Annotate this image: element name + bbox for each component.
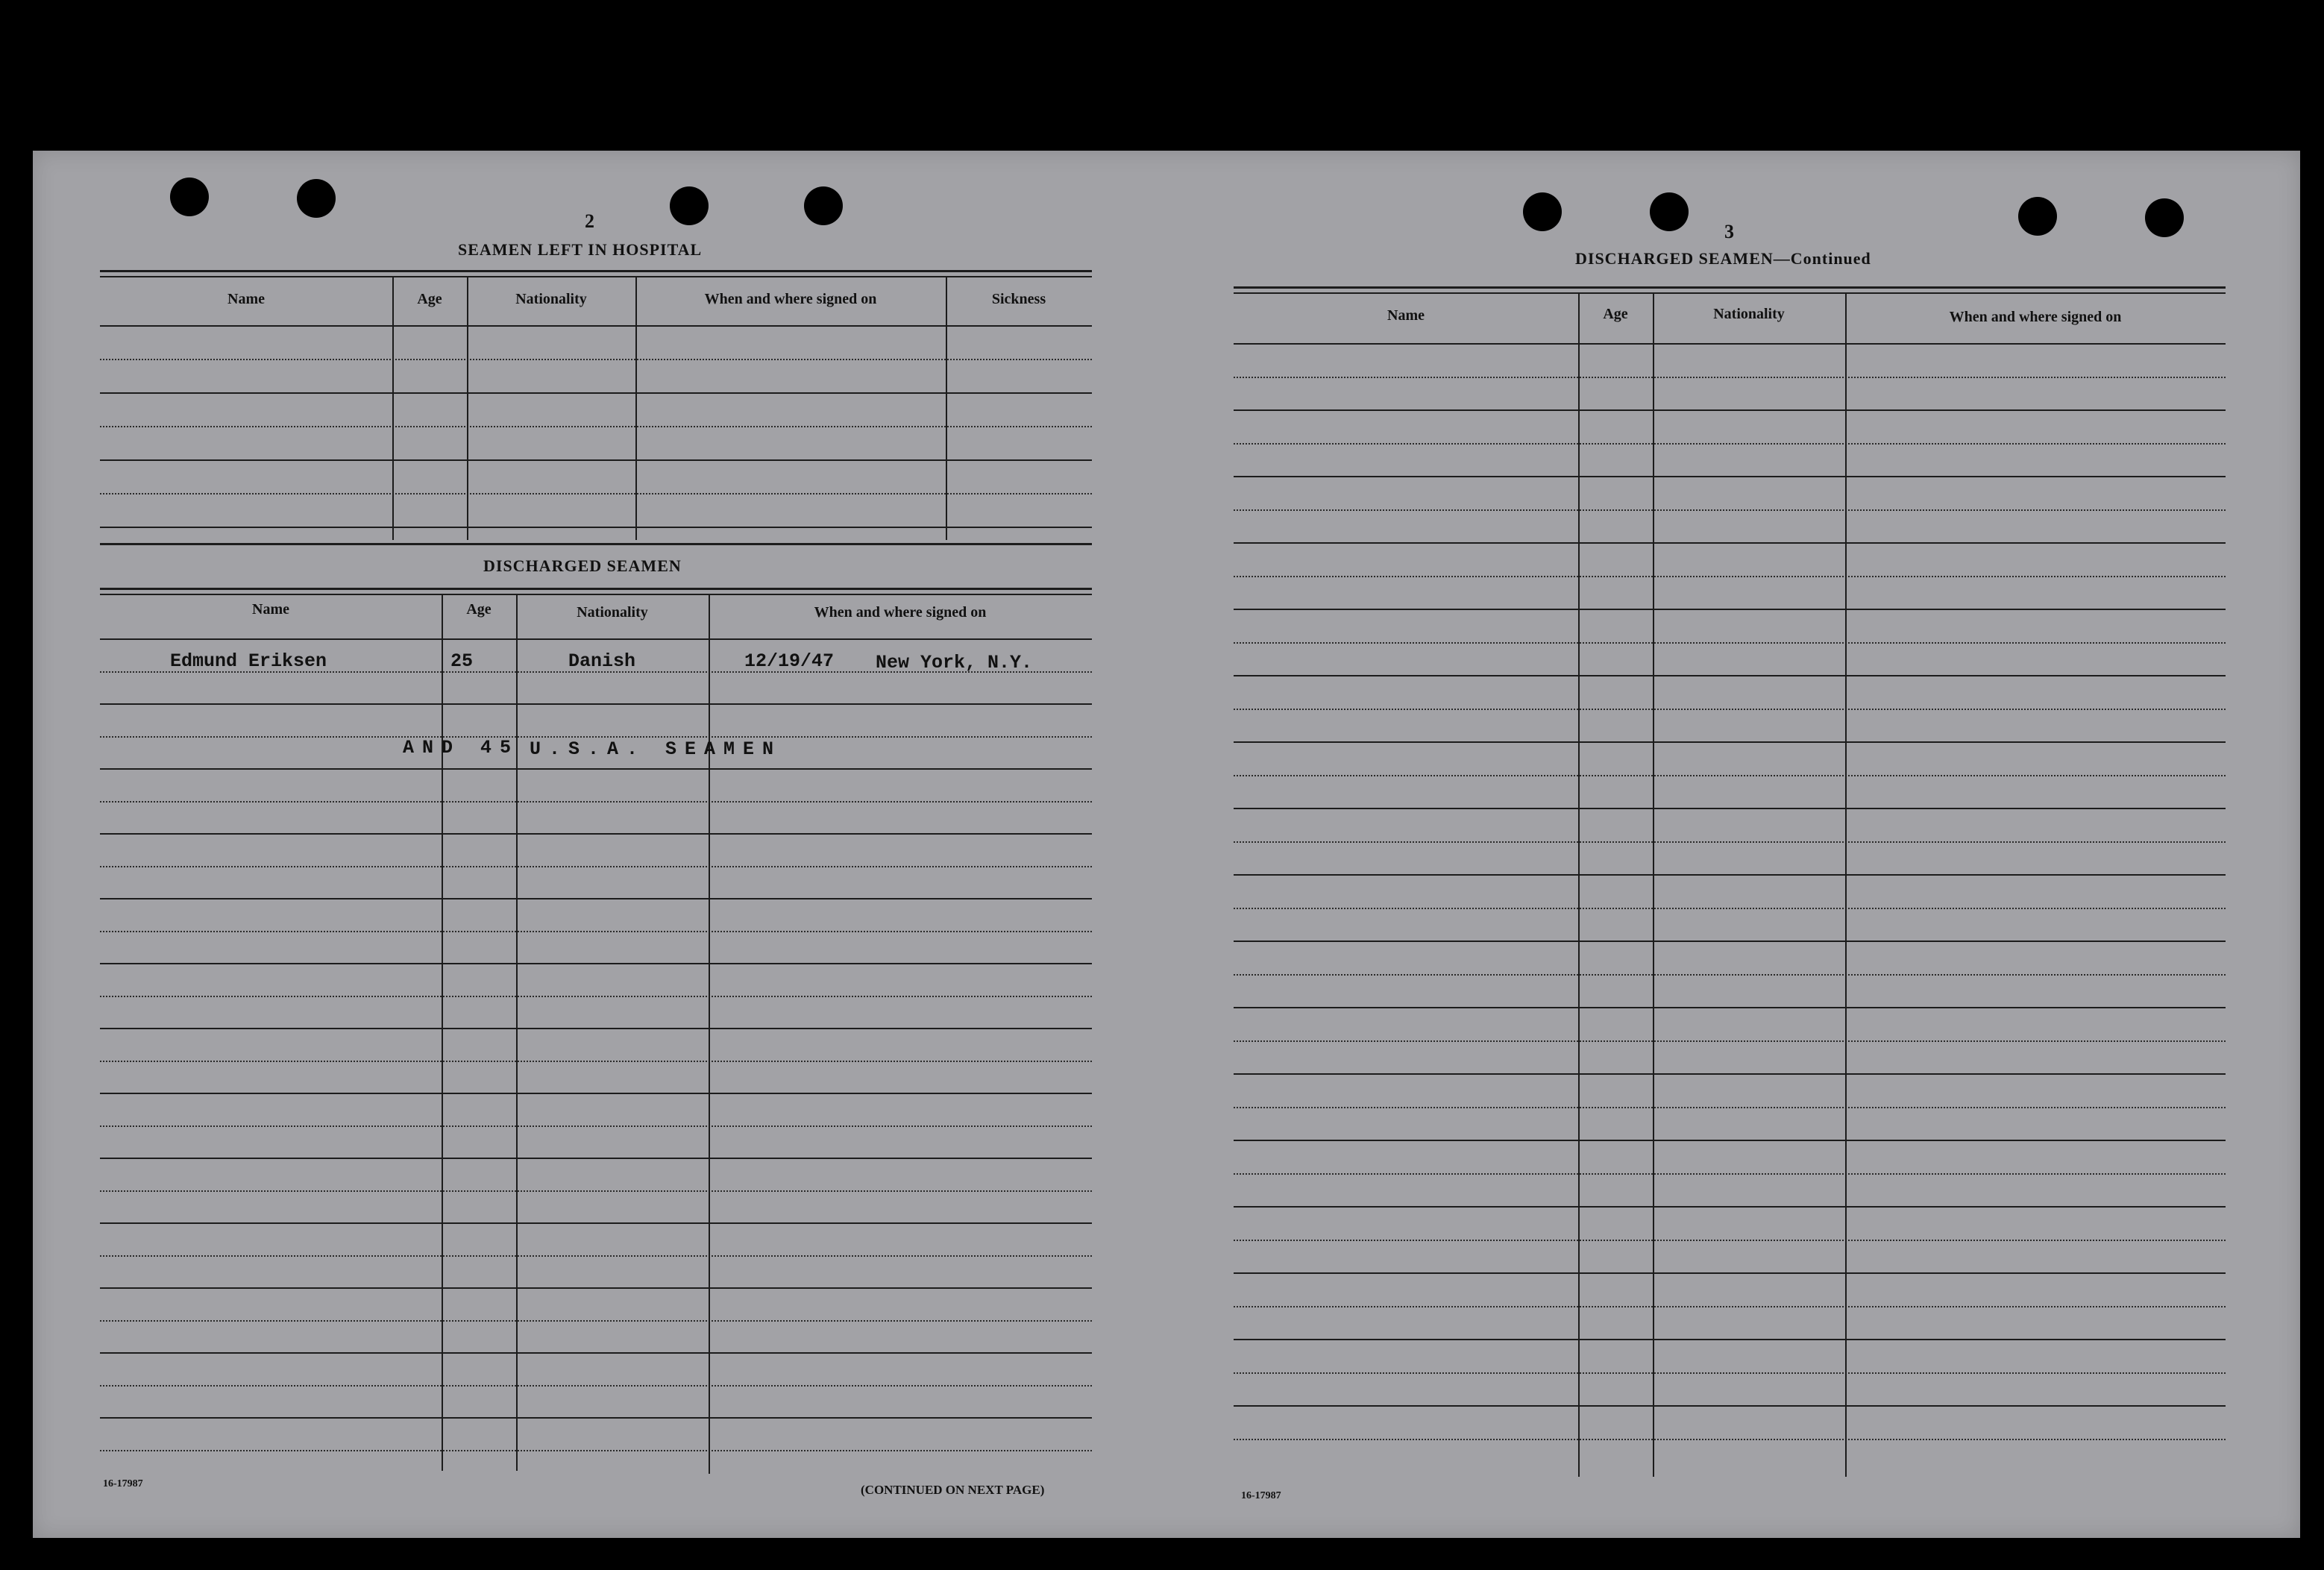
discharged-col-divider: [709, 594, 710, 1474]
table-row-rule: [100, 833, 1092, 835]
table-row-rule: [100, 801, 1092, 803]
entry-name: Edmund Eriksen: [170, 650, 327, 672]
punch-hole: [297, 179, 336, 218]
table-row-rule: [100, 1287, 1092, 1289]
hospital-table-top-rule: [100, 270, 1092, 272]
entry-age: 25: [450, 650, 474, 672]
table-row-rule: [1234, 443, 2226, 445]
discharged-section-title: DISCHARGED SEAMEN: [483, 556, 682, 575]
entry-place: New York, N.Y.: [876, 652, 1033, 673]
table-row-rule: [1234, 377, 2226, 378]
table-row-rule: [100, 736, 1092, 738]
punch-hole: [1650, 192, 1689, 231]
table-row-rule: [100, 359, 1092, 360]
table-row-rule: [100, 703, 1092, 705]
table-row-rule: [1234, 1272, 2226, 1274]
table-row-rule: [1234, 1405, 2226, 1407]
table-row-rule: [100, 768, 1092, 770]
right-col-age: Age: [1603, 306, 1628, 322]
table-row-rule: [100, 1385, 1092, 1387]
right-col-divider: [1653, 294, 1654, 1477]
table-row-rule: [100, 325, 1092, 327]
punch-hole: [1523, 192, 1562, 231]
table-row-rule: [100, 459, 1092, 461]
table-row-rule: [1234, 675, 2226, 676]
table-row-rule: [1234, 841, 2226, 843]
punch-hole: [2145, 198, 2184, 237]
table-row-rule: [1234, 808, 2226, 809]
table-row-rule: [100, 1255, 1092, 1257]
hospital-table-top-rule: [100, 276, 1092, 277]
discharged-col-divider: [442, 594, 443, 1471]
table-row-rule: [1234, 1007, 2226, 1008]
entry-date: 12/19/47: [744, 650, 835, 672]
hospital-section-title: SEAMEN LEFT IN HOSPITAL: [458, 240, 703, 259]
hospital-col-name: Name: [227, 291, 265, 307]
discharged-col-nationality: Nationality: [577, 604, 648, 621]
note-additional-count: AND 45: [403, 737, 520, 759]
table-row-rule: [100, 1125, 1092, 1127]
discharged-col-divider: [516, 594, 518, 1471]
discharged-col-name: Name: [252, 601, 289, 618]
table-row-rule: [100, 638, 1092, 640]
hospital-col-age: Age: [417, 291, 442, 307]
right-col-signed-on: When and where signed on: [1949, 309, 2122, 325]
table-row-rule: [1234, 1040, 2226, 1042]
table-row-rule: [1234, 509, 2226, 511]
continued-note: (CONTINUED ON NEXT PAGE): [861, 1483, 1045, 1497]
table-row-rule: [100, 1417, 1092, 1419]
table-row-rule: [1234, 343, 2226, 345]
table-row-rule: [100, 1158, 1092, 1159]
entry-nationality: Danish: [568, 650, 636, 672]
table-row-rule: [100, 996, 1092, 997]
right-col-divider: [1578, 294, 1580, 1477]
table-row-rule: [100, 1061, 1092, 1062]
table-row-rule: [1234, 1206, 2226, 1208]
table-row-rule: [1234, 576, 2226, 577]
table-row-rule: [100, 1093, 1092, 1094]
right-table-top-rule: [1234, 286, 2226, 289]
hospital-col-signed-on: When and where signed on: [704, 291, 877, 307]
table-row-rule: [100, 963, 1092, 964]
right-section-title: DISCHARGED SEAMEN—Continued: [1575, 249, 1871, 268]
hospital-col-divider: [467, 277, 468, 540]
hospital-col-nationality: Nationality: [515, 291, 587, 307]
table-row-rule: [1234, 1107, 2226, 1108]
hospital-col-divider: [392, 277, 394, 540]
discharged-col-signed-on: When and where signed on: [814, 604, 987, 621]
table-row-rule: [1234, 1339, 2226, 1340]
discharged-col-age: Age: [466, 601, 492, 618]
table-row-rule: [1234, 1306, 2226, 1307]
punch-hole: [170, 178, 209, 216]
right-col-divider: [1845, 294, 1847, 1477]
hospital-table-bottom-rule: [100, 543, 1092, 545]
table-row-rule: [1234, 1240, 2226, 1241]
table-row-rule: [100, 931, 1092, 932]
table-row-rule: [100, 392, 1092, 394]
table-row-rule: [100, 1028, 1092, 1029]
table-row-rule: [1234, 1140, 2226, 1141]
right-form-number: 16-17987: [1241, 1490, 1281, 1501]
hospital-col-sickness: Sickness: [991, 291, 1046, 307]
table-row-rule: [1234, 609, 2226, 610]
table-row-rule: [1234, 409, 2226, 411]
table-row-rule: [1234, 1439, 2226, 1440]
punch-hole: [2018, 197, 2057, 236]
table-row-rule: [1234, 775, 2226, 776]
table-row-rule: [100, 866, 1092, 867]
table-row-rule: [1234, 1173, 2226, 1175]
table-row-rule: [100, 493, 1092, 494]
discharged-table-top-rule: [100, 588, 1092, 590]
table-row-rule: [1234, 709, 2226, 710]
table-row-rule: [100, 1320, 1092, 1322]
table-row-rule: [1234, 542, 2226, 544]
left-page-number: 2: [585, 210, 594, 232]
right-col-name: Name: [1387, 307, 1425, 324]
table-row-rule: [100, 426, 1092, 427]
table-row-rule: [1234, 642, 2226, 644]
right-table-top-rule: [1234, 292, 2226, 294]
table-row-rule: [100, 1222, 1092, 1224]
table-row-rule: [1234, 476, 2226, 477]
table-row-rule: [1234, 1372, 2226, 1374]
table-row-rule: [1234, 874, 2226, 876]
note-usa-seamen: U.S.A. SEAMEN: [530, 738, 782, 760]
table-row-rule: [100, 898, 1092, 899]
left-form-number: 16-17987: [103, 1478, 143, 1489]
table-row-rule: [1234, 1073, 2226, 1075]
table-row-rule: [1234, 974, 2226, 976]
hospital-col-divider: [946, 277, 947, 540]
table-row-rule: [1234, 941, 2226, 942]
table-row-rule: [1234, 741, 2226, 743]
punch-hole: [670, 186, 709, 225]
right-page-number: 3: [1724, 221, 1734, 242]
table-row-rule: [100, 1450, 1092, 1451]
table-row-rule: [1234, 908, 2226, 909]
punch-hole: [804, 186, 843, 225]
discharged-table-top-rule: [100, 594, 1092, 595]
table-row-rule: [100, 1352, 1092, 1354]
right-col-nationality: Nationality: [1713, 306, 1785, 322]
table-row-rule: [100, 527, 1092, 528]
table-row-rule: [100, 1190, 1092, 1192]
hospital-col-divider: [635, 277, 637, 540]
